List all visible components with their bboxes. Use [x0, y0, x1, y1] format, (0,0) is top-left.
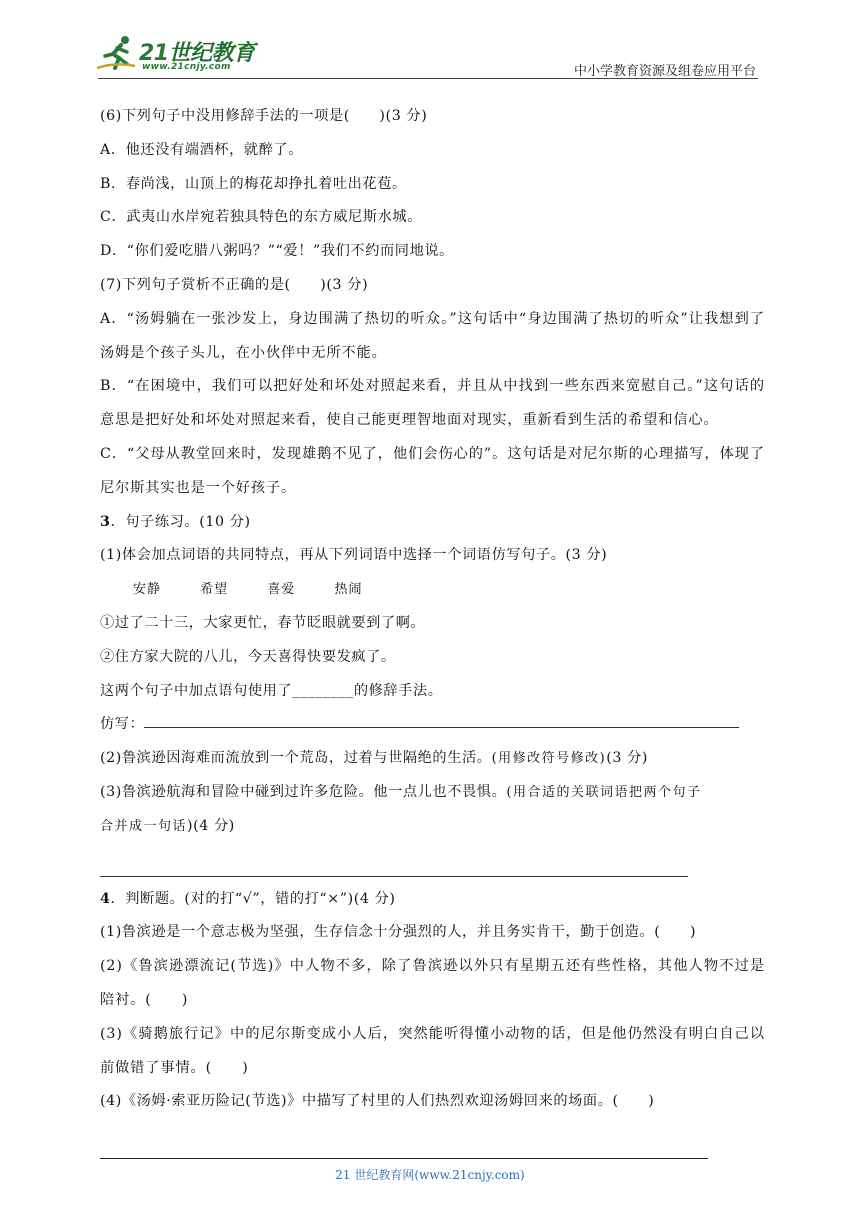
q3-1-sentence-2: ②住方家大院的八儿，今天喜得快要发疯了。 — [100, 648, 396, 665]
logo-brand: 21世纪教育 — [139, 41, 255, 66]
q3-2: (2)鲁滨逊因海难而流放到一个荒岛，过着与世隔绝的生活。(用修改符号修改)(3 分) — [100, 750, 649, 767]
runner-logo-icon — [95, 34, 139, 74]
q6-option-b: B．春尚浅，山顶上的梅花却挣扎着吐出花苞。 — [100, 175, 407, 192]
q3-3-cont: 合并成一句话)(4 分) — [100, 817, 235, 834]
q6-option-c: C．武夷山水岸宛若独具特色的东方威尼斯水城。 — [100, 209, 422, 226]
header-divider — [98, 78, 758, 79]
q3-1-sentence-1: ①过了二十三，大家更忙，春节眨眼就要到了啊。 — [100, 614, 426, 631]
footer-link[interactable]: 21 世纪教育网(www.21cnjy.com) — [335, 1168, 525, 1182]
q7-option-c: C．“父母从教堂回来时，发现雄鹅不见了，他们会伤心的”。这句话是对尼尔斯的心理描写，体现了尼尔斯其实也是一个好孩子。 — [100, 445, 765, 496]
q7-option-b: B．“在困境中，我们可以把好处和坏处对照起来看，并且从中找到一些东西来宽慰自己。”这句话的意思是把好处和坏处对照起来看，使自己能更理智地面对现实，重新看到生活的希望和信心。 — [100, 378, 765, 429]
q6-option-a: A．他还没有端酒杯，就醉了。 — [100, 141, 304, 158]
logo-url: www.21cnjy.com — [142, 62, 231, 72]
q3-1-imitate: 仿写： — [100, 708, 765, 742]
word-item: 喜爱 — [267, 582, 296, 598]
q3-3: (3)鲁滨逊航海和冒险中碰到过许多危险。他一点儿也不畏惧。(用合适的关联词语把两个句子 — [100, 783, 702, 800]
fill-blank[interactable]: ________ — [292, 682, 354, 699]
site-logo — [95, 34, 265, 78]
q4-item-1: (1)鲁滨逊是一个意志极为坚强，生存信念十分强烈的人，并且务实肯干，勤于创造。( ) — [100, 924, 697, 941]
q3-title: 3．句子练习。(10 分) — [100, 513, 251, 530]
q7-option-a: A．“汤姆躺在一张沙发上，身边围满了热切的听众。”这句话中“身边围满了热切的听众”让我想到了汤姆是个孩子头儿，在小伙伴中无所不能。 — [100, 310, 765, 361]
footer-divider — [100, 1158, 708, 1159]
q3-3-answer-line[interactable] — [100, 850, 688, 877]
word-item: 热闹 — [334, 582, 363, 598]
word-list — [100, 573, 765, 607]
platform-title: 中小学教育资源及组卷应用平台 — [573, 64, 756, 79]
q4-item-4: (4)《汤姆·索亚历险记(节选)》中描写了村里的人们热烈欢迎汤姆回来的场面。( ) — [100, 1093, 655, 1110]
question-content — [100, 100, 765, 1119]
q3-1-fill: 这两个句子中加点语句使用了________的修辞手法。 — [100, 682, 443, 699]
word-item: 安静 — [133, 582, 162, 598]
q3-1-prompt: (1)体会加点词语的共同特点，再从下列词语中选择一个词语仿写句子。(3 分) — [100, 547, 608, 564]
q7-title: (7)下列句子赏析不正确的是( )(3 分) — [100, 276, 369, 293]
page-header — [0, 0, 860, 84]
imitate-answer-line[interactable] — [144, 713, 739, 728]
q4-item-2: (2)《鲁滨逊漂流记(节选)》中人物不多，除了鲁滨逊以外只有星期五还有些性格，其他人物不过是陪衬。( ) — [100, 958, 765, 1008]
q4-title: 4．判断题。(对的打“√”，错的打“×”)(4 分) — [100, 890, 396, 907]
q6-title: (6)下列句子中没用修辞手法的一项是( )(3 分) — [100, 108, 428, 124]
q4-item-3: (3)《骑鹅旅行记》中的尼尔斯变成小人后，突然能听得懂小动物的话，但是他仍然没有明白自己以前做错了事情。( ) — [100, 1025, 765, 1076]
q6-option-d: D．“你们爱吃腊八粥吗？”“爱！”我们不约而同地说。 — [100, 243, 454, 260]
word-item: 希望 — [200, 582, 229, 598]
